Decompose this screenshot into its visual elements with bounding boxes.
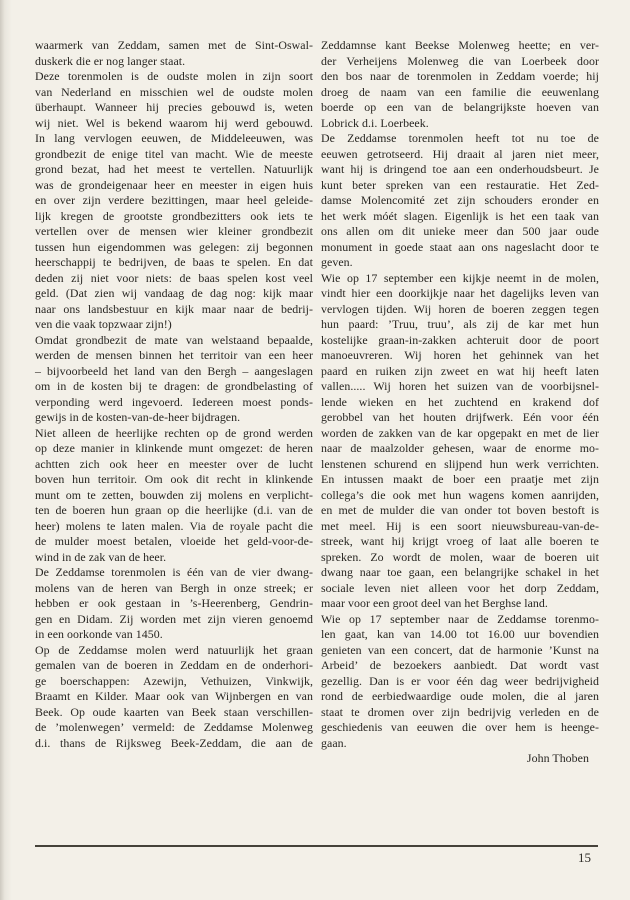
text-line: Op de Zeddamse molen werd natuurlijk het graan — [35, 642, 313, 657]
text-line: hun paard: ’Truu, truu’, als zij de kar met hun — [321, 317, 599, 331]
text-line: vallen..... Wij horen het suizen van de voorbijsnel- — [321, 379, 599, 393]
text-line: op deze manier in klinkende munt omgezet: de heren — [35, 441, 313, 455]
text-line: in een oorkonde van 1450. — [35, 627, 163, 641]
text-line: boerde op een van de belangrijkste hoeven van — [321, 100, 599, 114]
text-line: lende wieken en het zuchtend en krakend dof — [321, 394, 599, 409]
text-line: Wie op 17 september naar de Zeddamse torenmo- — [321, 611, 599, 626]
text-line: de ’molenwegen’ vermeld: de Zeddamse Molenweg — [35, 720, 313, 734]
text-line: deden zij niet voor niets: de baas spelen kost veel — [35, 270, 313, 285]
author-byline: John Thoben — [526, 751, 589, 765]
text-line: verponding werd ingevoerd. Iedereen moest ponds- — [35, 394, 313, 409]
text-line: gezellig. Dan is er voor één dag weer bedrijvigheid — [321, 673, 599, 688]
text-line: manoeuvreren. Wij horen het gehinnek van het — [321, 348, 599, 362]
text-line: naar ons landsbestuur en kijk maar naar de bedrij- — [35, 301, 313, 316]
text-line: heerschappij te bedrijven, de baas te spelen. En dat — [35, 255, 313, 269]
text-line: dwang naar toe gaan, een belangrijke schakel in het — [321, 565, 599, 579]
text-line: ven die vaak topzwaar zijn!) — [35, 317, 172, 331]
text-line: lijk kregen de grootste grondbezitters ook iets te — [35, 208, 313, 223]
text-line: wij niet. Wel is bekend waarom hij werd gebouwd. — [35, 115, 313, 130]
text-line: De Zeddamse torenmolen heeft tot nu toe de — [321, 131, 599, 145]
text-line: Beek. Op oude kaarten van Beek staan verschillen- — [35, 704, 313, 719]
text-line: grond bezat, had het meest te vertellen. Natuurlijk — [35, 162, 313, 176]
text-line: staat te dromen over zijn bedrijvig verleden en de — [321, 704, 599, 719]
text-line: hebben er ook gestaan in ’s-Heerenberg, Gendrin- — [35, 596, 313, 610]
text-line: In lang vervlogen eeuwen, de Middeleeuwen, was — [35, 131, 313, 145]
text-line: om in de kosten bij te dragen: de grondbelasting of — [35, 379, 313, 393]
text-line: ten de boeren hun graan op die heerlijke (d.i. van de — [35, 503, 313, 517]
text-line: maar voor een groot deel van het Berghse land. — [321, 596, 548, 610]
text-line: geschiedenis van eeuwen die over hem is heenge- — [321, 720, 599, 734]
text-line: heer) molens te laten malen. Via de royale pacht die — [35, 518, 313, 533]
text-line: Braamt en Kilder. Maar ook van Wijnbergen en van — [35, 689, 313, 703]
text-line: damse Molencomité zet zijn schouders eronder en — [321, 193, 599, 207]
text-line: lenstenen schurend en slijpend hun werk verrichten. — [321, 456, 599, 471]
text-line: Lobrick d.i. Loerbeek. — [321, 115, 429, 130]
text-line: gewijs in de kosten-van-de-heer bijdragen. — [35, 410, 241, 424]
text-line: tussen hun eigendommen was gelegen: zij begonnen — [35, 239, 313, 254]
text-line: vindt hier een doorkijkje naar het dagelijks leven van — [321, 286, 599, 300]
text-line: molens van de heren van Bergh in onze streek; er — [35, 580, 313, 595]
text-line: gaan. — [321, 735, 347, 750]
text-line: kunt beter spreken van een restauratie. Het Zed- — [321, 177, 599, 192]
text-line: De Zeddamse torenmolen is één van de vier dwang- — [35, 565, 313, 579]
text-line: eeuwen getrotseerd. Hij draait al jaren niet meer, — [321, 146, 599, 161]
text-line: Arbeid’ de bezoekers aanbiedt. Dat wordt vast — [321, 658, 599, 672]
text-line: gen en Didam. Zij worden met zijn vieren genoemd — [35, 611, 313, 626]
text-line: Niet alleen de heerlijke rechten op de grond werden — [35, 425, 313, 440]
text-line: werden de mensen binnen het territoir van een heer — [35, 348, 313, 362]
text-line: monument in goede staat aan ons nageslacht door te — [321, 239, 599, 254]
text-line: sociale leven niet alleen voor het dorp Zeddam, — [321, 580, 599, 595]
scan-gutter-shadow — [0, 0, 12, 900]
text-line: len gaat, kan van 14.00 tot 16.00 uur bovendien — [321, 627, 599, 641]
text-line: en over zijn verdere bezittingen, maar heel geleide- — [35, 193, 313, 207]
text-line: duskerk die er nog langer staat. — [35, 53, 186, 68]
text-line: boven hun territoir. Om ook dit recht in klinkende — [35, 472, 313, 486]
text-line: ons allen om dit unieke meer dan 500 jaar oude — [321, 224, 599, 238]
text-line: gerobbel van het houten drijfwerk. Eén voor één — [321, 410, 599, 424]
text-line: ge boerschappen: Azewijn, Vethuizen, Vinkwijk, — [35, 673, 313, 688]
text-line: grondbezit de enige titel van macht. Wie de meeste — [35, 146, 313, 161]
text-line: munt om te zetten, bouwden zij molens en verplicht- — [35, 487, 313, 502]
text-column-left — [35, 38, 313, 767]
text-line: wind in de zak van de heer. — [35, 549, 167, 564]
text-line: Omdat grondbezit de mate van welstaand bepaalde, — [35, 332, 313, 347]
text-line: den bos naar de torenmolen in Zeddam voerde; hij — [321, 69, 599, 83]
text-line: van Nederland en misschien wel de oudste molen — [35, 84, 313, 99]
text-line: waarmerk van Zeddam, samen met de Sint-Oswal- — [35, 38, 313, 52]
page-number: 15 — [578, 850, 591, 865]
text-line: En intussen maakt de boer een praatje met zijn — [321, 472, 599, 486]
text-line: überhaupt. Wanneer hij precies gebouwd is, weten — [35, 100, 313, 114]
text-line: Deze torenmolen is de oudste molen in zijn soort — [35, 69, 313, 83]
text-line: gemalen van de boeren in Zeddam en de onderhori- — [35, 658, 313, 672]
text-line: collega’s die ook met hun wagens komen aanrijden, — [321, 487, 599, 502]
text-line: spreken. Zo wordt de molen, waar de boeren uit — [321, 549, 599, 564]
text-line: want hij is dringend toe aan een onderhoudsbeurt. Je — [321, 162, 599, 176]
text-line: worden de zakken van de kar opgepakt en met de lier — [321, 425, 599, 440]
text-line: streek, want hij krijgt vroeg of laat alle boeren te — [321, 534, 599, 548]
text-line: vertellen over de mensen wier kleiner grondbezit — [35, 224, 313, 238]
text-line: paard en ruiken zijn zweet en wat hij heeft laten — [321, 363, 599, 378]
text-line: geven. — [321, 255, 353, 269]
text-line: der Verheijens Molenweg die van Loerbeek door — [321, 53, 599, 68]
text-line: rond de eerbiedwaardige oude molen, die al jaren — [321, 689, 599, 703]
text-line: genieten van een concert, dat de harmonie ’Kunst na — [321, 642, 599, 657]
text-column-right — [321, 38, 599, 767]
text-line: Zeddamnse kant Beekse Molenweg heette; en ver- — [321, 38, 599, 52]
text-line: was de grondeigenaar heer en meester in eigen huis — [35, 177, 313, 192]
text-line: achtten zich ook heer en meester over de lucht — [35, 456, 313, 471]
text-line: Wie op 17 september een kijkje neemt in de molen, — [321, 270, 599, 285]
text-line: geld. (Dat zien wij vandaag de dag nog: kijk maar — [35, 286, 313, 300]
text-line: kostelijke graan-in-zakken achteruit door de poort — [321, 332, 599, 347]
text-line: en met de mulder die van onder tot boven bestoft is — [321, 503, 599, 517]
text-line: – bijvoorbeeld het land van den Bergh – aangeslagen — [35, 363, 313, 378]
article-body — [35, 38, 599, 767]
text-line: het werk móét slagen. Eigenlijk is het een taak van — [321, 208, 599, 223]
text-line: naar de maalzolder gehesen, waar de enorme mo- — [321, 441, 599, 455]
text-line: vervlogen tijden. Wij horen de boeren zeggen tegen — [321, 301, 599, 316]
text-line: droeg de naam van een familie die eeuwenlang — [321, 84, 599, 99]
footer-rule — [35, 845, 598, 847]
text-line: de mulder moest betalen, vloeide het geld-voor-de- — [35, 534, 313, 548]
text-line: d.i. thans de Rijksweg Beek-Zeddam, die aan de — [35, 735, 313, 750]
text-line: met meel. Hij is een soort nieuwsbureau-van-de- — [321, 518, 599, 533]
